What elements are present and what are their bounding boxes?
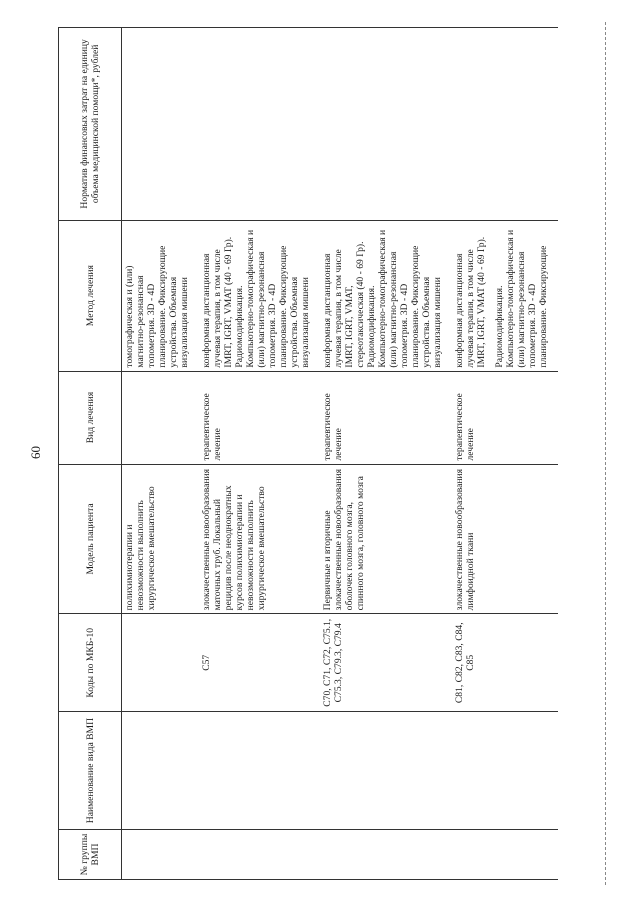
cell-icd-codes: C57	[199, 614, 320, 712]
table-header-row	[59, 28, 122, 880]
header-patient-model: Модель пациента	[59, 464, 122, 614]
header-icd-codes: Коды по МКБ-10	[59, 614, 122, 712]
cell-vmp-name	[122, 712, 200, 830]
page-bottom-rule	[605, 22, 606, 885]
cell-treatment-method	[199, 220, 320, 371]
cell-treatment-method	[320, 220, 452, 371]
header-group-no: № группы ВМП	[59, 830, 122, 880]
header-treatment-type: Вид лечения	[59, 371, 122, 464]
table-row	[199, 28, 320, 880]
cell-group-no	[320, 830, 452, 880]
cell-icd-codes	[122, 614, 200, 712]
treatment-method-paragraph: конформная дистанционная лучевая терапия, в том числе IMRT, IGRT, VMAT (40 - 69 Гр). Радиомодификация. Компьютерно-томографическая и (или) магнитно-резонансная топометрия. 3D - 4D планирование. Фиксирующие устройства. Объемная визуализация мишени	[201, 229, 311, 368]
cell-icd-codes: C81, C82, C83, C84, C85	[452, 614, 558, 712]
cell-patient-model: злокачественные новообразования лимфоидной ткани	[452, 464, 558, 614]
cell-treatment-type: терапевтическое лечение	[320, 371, 452, 464]
cell-treatment-method	[122, 220, 200, 371]
treatment-method-paragraph: конформная дистанционная лучевая терапия, в том числе IMRT, IGRT, VMAT (40 - 69 Гр).	[454, 236, 487, 368]
table-row	[320, 28, 452, 880]
page-number: 60	[28, 446, 43, 459]
cell-icd-codes: C70, C71, C72, C75.1, C75.3, C79.3, C79.4	[320, 614, 452, 712]
cell-cost-norm	[452, 28, 558, 221]
cell-cost-norm	[122, 28, 200, 221]
cell-treatment-type: терапевтическое лечение	[452, 371, 558, 464]
cell-patient-model: Первичные и вторичные злокачественные новообразования оболочек головного мозга, спинного мозга, головного мозга	[320, 464, 452, 614]
header-cost-norm: Норматив финансовых затрат на единицу объема медицинской помощи*, рублей	[59, 28, 122, 221]
cell-patient-model: злокачественные новообразования маточных труб. Локальный рецидив после неоднократных курсов полихимиотерапии и невозможности выполнить хирургическое вмешательство	[199, 464, 320, 614]
table-row	[452, 28, 558, 880]
table-row	[122, 28, 200, 880]
cell-group-no	[199, 830, 320, 880]
cell-vmp-name	[199, 712, 320, 830]
cell-cost-norm	[199, 28, 320, 221]
treatment-method-paragraph: томографическая и (или) магнитно-резонансная топометрия. 3D - 4D планирование. Фиксирующие устройства. Объемная визуализация мишени	[124, 245, 190, 368]
cell-treatment-type: терапевтическое лечение	[199, 371, 320, 464]
vmp-table	[58, 27, 558, 880]
cell-treatment-type	[122, 371, 200, 464]
cell-vmp-name	[452, 712, 558, 830]
header-vmp-name: Наименование вида ВМП	[59, 712, 122, 830]
cell-group-no	[452, 830, 558, 880]
table-body	[122, 28, 559, 880]
treatment-method-paragraph: Радиомодификация. Компьютерно-томографическая и (или) магнитно-резонансная топометрия. 3D - 4D планирование. Фиксирующие	[494, 229, 549, 368]
header-treatment-method: Метод лечения	[59, 220, 122, 371]
cell-treatment-method	[452, 220, 558, 371]
cell-patient-model: полихимиотерапии и невозможности выполнить хирургическое вмешательство	[122, 464, 200, 614]
cell-group-no	[122, 830, 200, 880]
cell-cost-norm	[320, 28, 452, 221]
cell-vmp-name	[320, 712, 452, 830]
treatment-method-paragraph: конформная дистанционная лучевая терапия, в том числе IMRT, IGRT, VMAT, стереотаксическая (40 - 69 Гр). Радиомодификация. Компьютерно-томографическая и (или) магнитно-резонансная топометрия. 3D - 4D планирование. Фиксирующие устройства. Объемная визуализация мишени	[322, 229, 443, 368]
